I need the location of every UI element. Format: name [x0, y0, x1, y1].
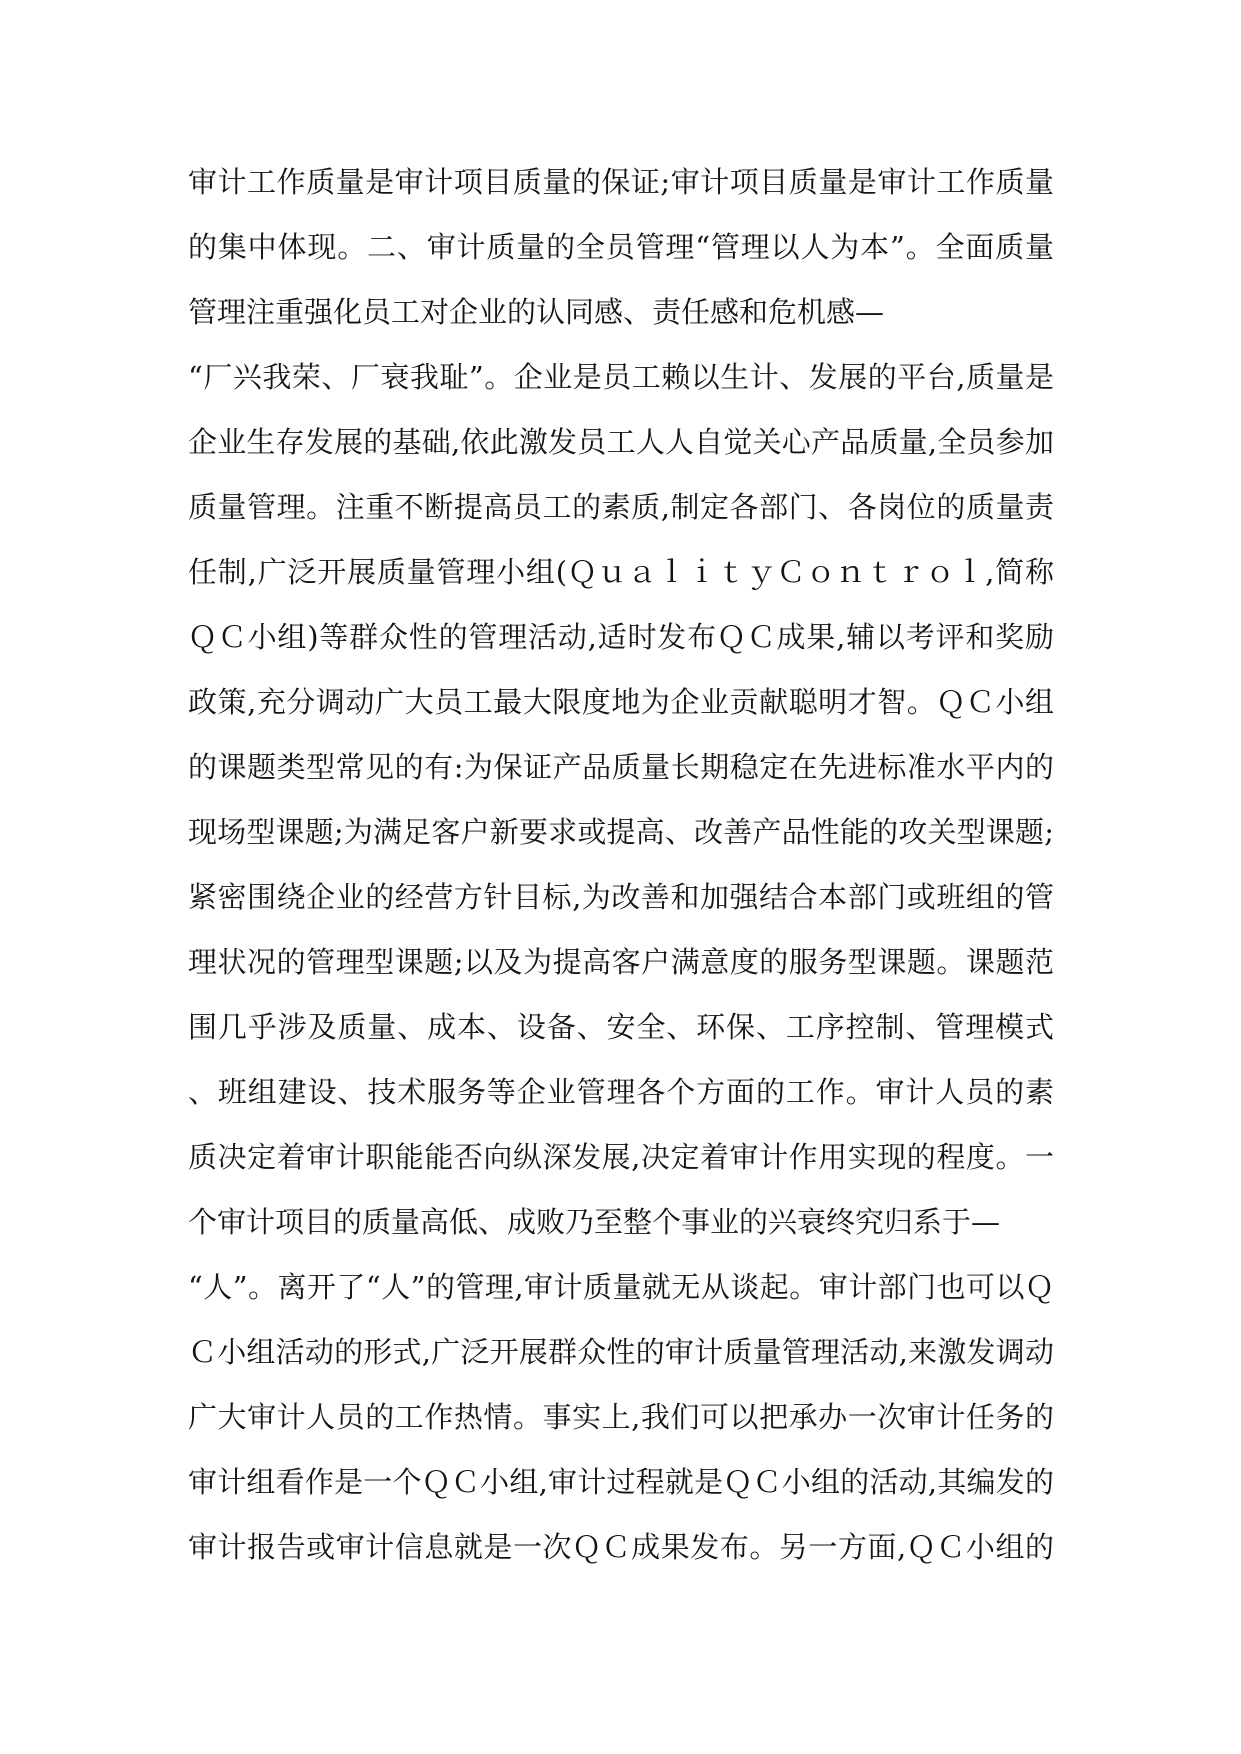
text-line: 质量管理。注重不断提高员工的素质,制定各部门、各岗位的质量责 — [188, 490, 1054, 524]
text-line: 企业生存发展的基础,依此激发员工人人自觉关心产品质量,全员参加 — [188, 425, 1054, 459]
text-line: ＱＣ小组)等群众性的管理活动,适时发布ＱＣ成果,辅以考评和奖励 — [188, 620, 1054, 654]
text-line: 审计工作质量是审计项目质量的保证;审计项目质量是审计工作质量 — [188, 165, 1054, 199]
text-line: 管理注重强化员工对企业的认同感、责任感和危机感— — [188, 295, 885, 329]
text-line: “厂兴我荣、厂衰我耻”。企业是员工赖以生计、发展的平台,质量是 — [188, 360, 1054, 394]
text-line: 个审计项目的质量高低、成败乃至整个事业的兴衰终究归系于— — [188, 1205, 1001, 1239]
text-line: Ｃ小组活动的形式,广泛开展群众性的审计质量管理活动,来激发调动 — [188, 1335, 1054, 1369]
text-line: 理状况的管理型课题;以及为提高客户满意度的服务型课题。课题范 — [188, 945, 1054, 979]
text-line: 紧密围绕企业的经营方针目标,为改善和加强结合本部门或班组的管 — [188, 880, 1054, 914]
text-line: 审计报告或审计信息就是一次ＱＣ成果发布。另一方面,ＱＣ小组的 — [188, 1530, 1054, 1564]
text-line: 、班组建设、技术服务等企业管理各个方面的工作。审计人员的素 — [188, 1075, 1054, 1109]
text-line: 围几乎涉及质量、成本、设备、安全、环保、工序控制、管理模式 — [188, 1010, 1054, 1044]
text-line: 现场型课题;为满足客户新要求或提高、改善产品性能的攻关型课题; — [188, 815, 1054, 849]
text-line: 的课题类型常见的有:为保证产品质量长期稳定在先进标准水平内的 — [188, 750, 1054, 784]
text-line: 广大审计人员的工作热情。事实上,我们可以把承办一次审计任务的 — [188, 1400, 1054, 1434]
text-line: 审计组看作是一个ＱＣ小组,审计过程就是ＱＣ小组的活动,其编发的 — [188, 1465, 1054, 1499]
document-body — [188, 150, 1054, 1580]
text-line: “人”。离开了“人”的管理,审计质量就无从谈起。审计部门也可以Ｑ — [188, 1270, 1054, 1304]
text-line: 的集中体现。二、审计质量的全员管理“管理以人为本”。全面质量 — [188, 230, 1054, 264]
text-line: 任制,广泛开展质量管理小组(ＱｕａｌｉｔｙＣｏｎｔｒｏｌ,简称 — [188, 555, 1054, 589]
text-line: 质决定着审计职能能否向纵深发展,决定着审计作用实现的程度。一 — [188, 1140, 1054, 1174]
text-line: 政策,充分调动广大员工最大限度地为企业贡献聪明才智。ＱＣ小组 — [188, 685, 1054, 719]
